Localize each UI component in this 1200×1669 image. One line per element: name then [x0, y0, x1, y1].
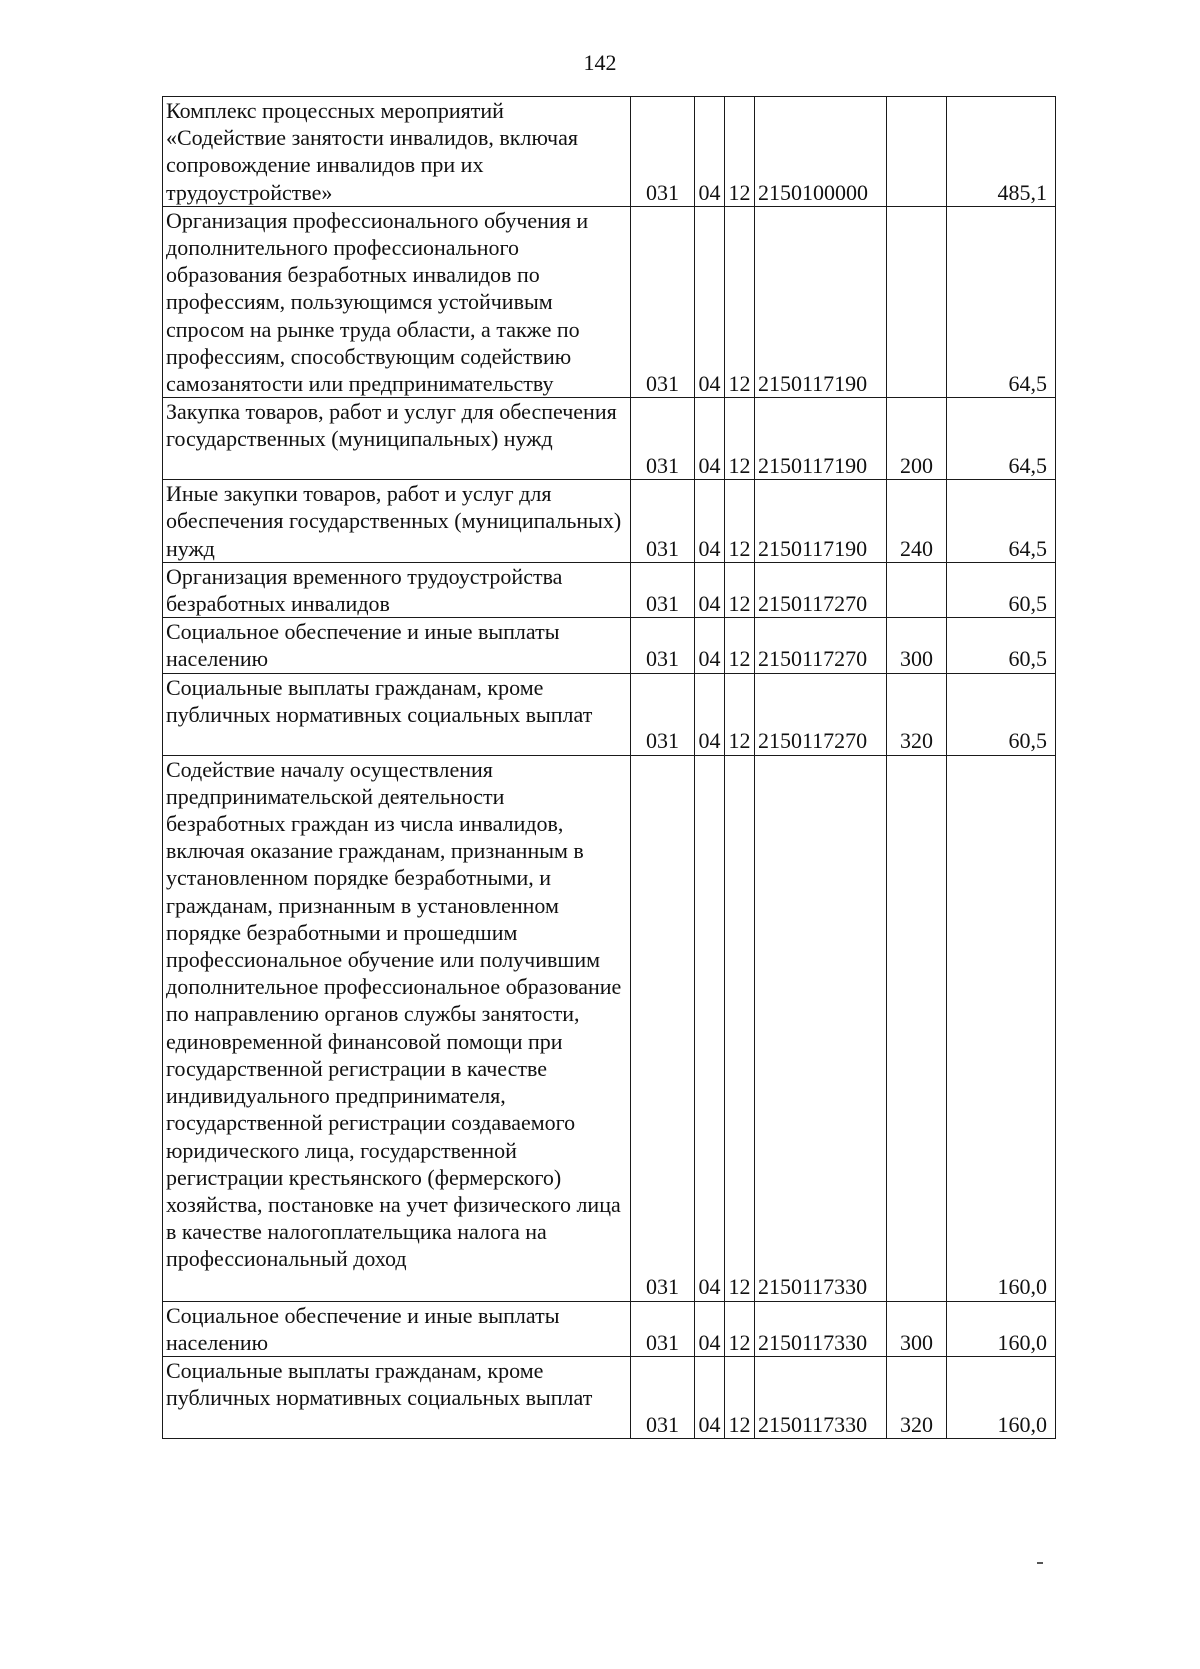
row-rz-cell: 04	[695, 206, 725, 397]
table-row	[163, 562, 1056, 617]
row-name-cell: Социальные выплаты гражданам, кроме публичных нормативных социальных выплат	[163, 1357, 631, 1439]
row-rz-cell: 04	[695, 398, 725, 480]
row-name-cell: Организация временного трудоустройства безработных инвалидов	[163, 562, 631, 617]
budget-table	[162, 96, 1056, 1439]
row-sum-cell: 160,0	[947, 1301, 1056, 1356]
row-csr-cell: 2150117190	[755, 480, 887, 563]
row-csr-cell: 2150117330	[755, 755, 887, 1301]
table-row	[163, 1301, 1056, 1356]
row-vr-cell: 300	[887, 618, 947, 673]
row-rz-cell: 04	[695, 673, 725, 755]
row-sum-cell: 64,5	[947, 480, 1056, 563]
row-sum-cell: 485,1	[947, 97, 1056, 207]
row-vr-cell	[887, 97, 947, 207]
row-rz-cell: 04	[695, 755, 725, 1301]
scan-mark	[1037, 1562, 1043, 1564]
budget-table-body	[163, 97, 1056, 1439]
row-pr-cell: 12	[725, 618, 755, 673]
row-rz-cell: 04	[695, 97, 725, 207]
row-vr-cell: 320	[887, 673, 947, 755]
row-sum-cell: 64,5	[947, 206, 1056, 397]
row-csr-cell: 2150117330	[755, 1357, 887, 1439]
row-rz-cell: 04	[695, 1357, 725, 1439]
row-pr-cell: 12	[725, 1357, 755, 1439]
row-vr-cell: 320	[887, 1357, 947, 1439]
row-sum-cell: 60,5	[947, 618, 1056, 673]
table-row	[163, 480, 1056, 563]
row-gr-cell: 031	[631, 1357, 695, 1439]
row-gr-cell: 031	[631, 398, 695, 480]
row-csr-cell: 2150117270	[755, 618, 887, 673]
row-pr-cell: 12	[725, 1301, 755, 1356]
row-csr-cell: 2150117190	[755, 206, 887, 397]
row-sum-cell: 160,0	[947, 1357, 1056, 1439]
row-csr-cell: 2150117270	[755, 562, 887, 617]
row-pr-cell: 12	[725, 673, 755, 755]
row-name-cell: Комплекс процессных мероприятий «Содействие занятости инвалидов, включая сопровождение инвалидов при их трудоустройстве»	[163, 97, 631, 207]
row-name-cell: Социальные выплаты гражданам, кроме публичных нормативных социальных выплат	[163, 673, 631, 755]
row-sum-cell: 160,0	[947, 755, 1056, 1301]
row-gr-cell: 031	[631, 206, 695, 397]
table-row	[163, 97, 1056, 207]
row-csr-cell: 2150117270	[755, 673, 887, 755]
row-gr-cell: 031	[631, 673, 695, 755]
row-pr-cell: 12	[725, 562, 755, 617]
table-row	[163, 618, 1056, 673]
table-row	[163, 398, 1056, 480]
row-csr-cell: 2150117190	[755, 398, 887, 480]
row-gr-cell: 031	[631, 755, 695, 1301]
row-pr-cell: 12	[725, 755, 755, 1301]
page-number: 142	[583, 50, 617, 75]
row-sum-cell: 60,5	[947, 562, 1056, 617]
row-vr-cell: 300	[887, 1301, 947, 1356]
row-rz-cell: 04	[695, 562, 725, 617]
row-name-cell: Иные закупки товаров, работ и услуг для обеспечения государственных (муниципальных) нужд	[163, 480, 631, 563]
table-row	[163, 1357, 1056, 1439]
row-rz-cell: 04	[695, 1301, 725, 1356]
row-name-cell: Организация профессионального обучения и дополнительного профессионального образования безработных инвалидов по профессиям, пользующимся устойчивым спросом на рынке труда области, а также по профессиям, способствующим содействию самозанятости или предпринимательству	[163, 206, 631, 397]
row-vr-cell: 240	[887, 480, 947, 563]
row-name-cell: Социальное обеспечение и иные выплаты населению	[163, 618, 631, 673]
row-csr-cell: 2150100000	[755, 97, 887, 207]
row-vr-cell	[887, 206, 947, 397]
row-vr-cell	[887, 755, 947, 1301]
row-vr-cell	[887, 562, 947, 617]
row-csr-cell: 2150117330	[755, 1301, 887, 1356]
row-sum-cell: 64,5	[947, 398, 1056, 480]
row-rz-cell: 04	[695, 480, 725, 563]
row-pr-cell: 12	[725, 480, 755, 563]
row-vr-cell: 200	[887, 398, 947, 480]
row-gr-cell: 031	[631, 97, 695, 207]
row-gr-cell: 031	[631, 562, 695, 617]
row-gr-cell: 031	[631, 1301, 695, 1356]
row-name-cell: Социальное обеспечение и иные выплаты населению	[163, 1301, 631, 1356]
table-row	[163, 206, 1056, 397]
row-sum-cell: 60,5	[947, 673, 1056, 755]
row-pr-cell: 12	[725, 398, 755, 480]
row-name-cell: Закупка товаров, работ и услуг для обеспечения государственных (муниципальных) нужд	[163, 398, 631, 480]
row-gr-cell: 031	[631, 480, 695, 563]
row-gr-cell: 031	[631, 618, 695, 673]
table-row	[163, 673, 1056, 755]
table-row	[163, 755, 1056, 1301]
row-pr-cell: 12	[725, 97, 755, 207]
row-rz-cell: 04	[695, 618, 725, 673]
row-pr-cell: 12	[725, 206, 755, 397]
row-name-cell: Содействие началу осуществления предпринимательской деятельности безработных граждан из числа инвалидов, включая оказание гражданам, признанным в установленном порядке безработными, и гражданам, признанным в установленном порядке безработными и прошедшим профессиональное обучение или получившим дополнительное профессиональное образование по направлению органов службы занятости, единовременной финансовой помощи при государственной регистрации в качестве индивидуального предпринимателя, государственной регистрации создаваемого юридического лица, государственной регистрации крестьянского (фермерского) хозяйства, постановке на учет физического лица в качестве налогоплательщика налога на профессиональный доход	[163, 755, 631, 1301]
